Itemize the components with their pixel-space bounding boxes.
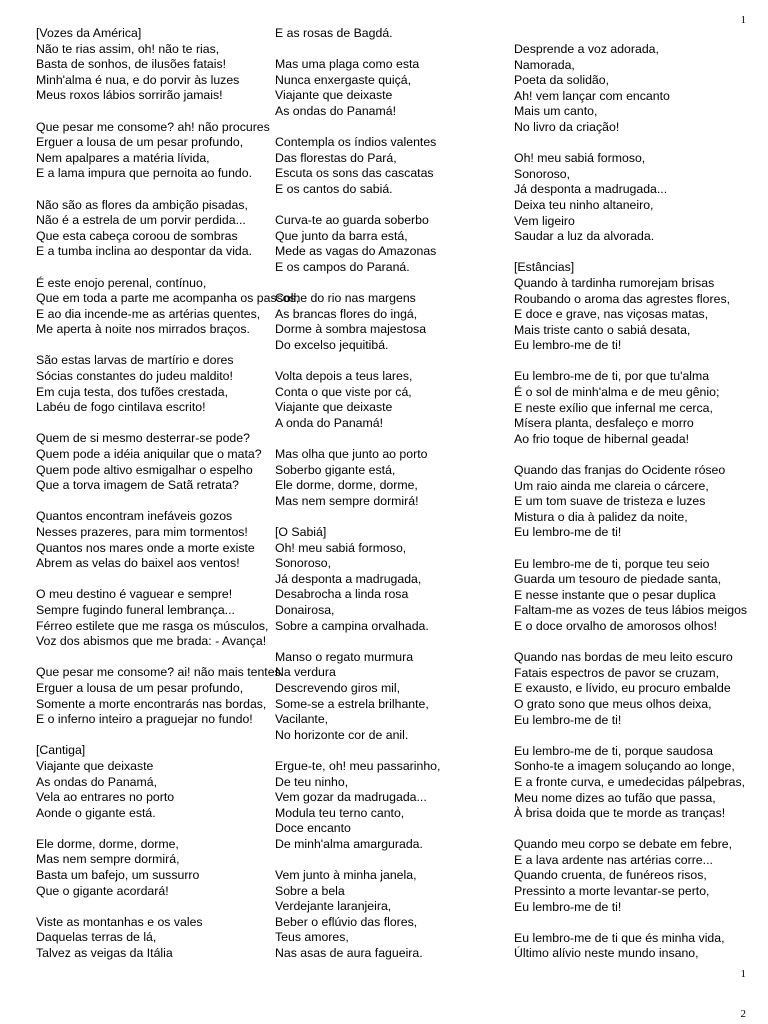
poem-line: Das florestas do Pará, bbox=[275, 150, 397, 165]
poem-line: De minh'alma amargurada. bbox=[275, 836, 423, 851]
poem-line: Meu nome dizes ao tufão que passa, bbox=[514, 790, 716, 805]
poem-line: Mísera planta, desfaleço e morro bbox=[514, 416, 694, 431]
poem-line: Mas uma plaga como esta bbox=[275, 57, 420, 72]
poem-line: Me aperta à noite nos mirrados braços. bbox=[36, 322, 250, 337]
poem-line: Descrevendo giros mil, bbox=[275, 680, 401, 695]
poem-line: Mais triste canto o sabiá desata, bbox=[514, 322, 691, 337]
poem-line: Ao frio toque de hibernal geada! bbox=[514, 431, 690, 446]
poem-line: Sonoroso, bbox=[514, 166, 571, 181]
poem-line bbox=[275, 509, 440, 525]
poem-line bbox=[514, 245, 747, 261]
poem-line: Donairosa, bbox=[275, 602, 335, 617]
poem-line: Ergue-te, oh! meu passarinho, bbox=[275, 758, 441, 773]
poem-line bbox=[275, 198, 440, 214]
poem-line: Some-se a estrela brilhante, bbox=[275, 696, 429, 711]
poem-line: Que em toda a parte me acompanha os passos, bbox=[36, 291, 300, 306]
poem-line: Vela ao entrares no porto bbox=[36, 790, 175, 805]
poem-line: Quando à tardinha rumorejam brisas bbox=[514, 275, 715, 290]
poem-line: Não te rias assim, oh! não te rias, bbox=[36, 41, 220, 56]
poem-line: Beber o eflúvio das flores, bbox=[275, 914, 418, 929]
page-number-top: 1 bbox=[740, 14, 746, 26]
poem-line: Mede as vagas do Amazonas bbox=[275, 244, 437, 259]
poem-line: Basta de sonhos, de ilusões fatais! bbox=[36, 57, 227, 72]
poem-column-2 bbox=[275, 26, 440, 962]
poem-line: Minh'alma é nua, e do porvir às luzes bbox=[36, 72, 240, 87]
poem-line bbox=[514, 822, 747, 838]
poem-line: O meu destino é vaguear e sempre! bbox=[36, 587, 233, 602]
poem-line: Sobre a bela bbox=[275, 883, 345, 898]
poem-line: As ondas do Panamá! bbox=[275, 103, 396, 118]
poem-line: [Cantiga] bbox=[36, 743, 86, 758]
poem-line: E a fronte curva, e umedecidas pálpebras, bbox=[514, 774, 746, 789]
poem-line: Oh! meu sabiá formoso, bbox=[275, 540, 407, 555]
poem-line: Sonho-te a imagem soluçando ao longe, bbox=[514, 759, 735, 774]
poem-line: Não é a estrela de um porvir perdida... bbox=[36, 213, 246, 228]
poem-line bbox=[514, 635, 747, 651]
poem-line: Conta o que viste por cá, bbox=[275, 384, 412, 399]
poem-line: Ele dorme, dorme, dorme, bbox=[36, 836, 179, 851]
poem-line: E as rosas de Bagdá. bbox=[275, 26, 393, 40]
poem-line bbox=[514, 447, 747, 463]
poem-line bbox=[514, 728, 747, 744]
poem-line: E a lava ardente nas artérias corre... bbox=[514, 852, 713, 867]
poem-line: Erguer a lousa de um pesar profundo, bbox=[36, 135, 244, 150]
poem-line bbox=[36, 650, 299, 666]
poem-line: Que pesar me consome? ai! não mais tentes bbox=[36, 665, 281, 680]
poem-line: Quando das franjas do Ocidente róseo bbox=[514, 463, 726, 478]
poem-line: Férreo estilete que me rasga os músculos, bbox=[36, 618, 269, 633]
poem-line: A onda do Panamá! bbox=[275, 415, 384, 430]
poem-line bbox=[36, 338, 299, 354]
poem-line: Quem de si mesmo desterrar-se pode? bbox=[36, 431, 250, 446]
poem-line: Que junto da barra está, bbox=[275, 228, 408, 243]
poem-line: Quando cruenta, de funéreos risos, bbox=[514, 868, 707, 883]
poem-line bbox=[514, 136, 747, 152]
poem-line: Aonde o gigante está. bbox=[36, 805, 156, 820]
poem-line: Escuta os sons das cascatas bbox=[275, 166, 434, 181]
poem-line: Mas nem sempre dormirá! bbox=[275, 493, 419, 508]
poem-line: E a tumba inclina ao despontar da vida. bbox=[36, 244, 253, 259]
poem-line: Sobre a campina orvalhada. bbox=[275, 618, 429, 633]
poem-line: Quando nas bordas de meu leito escuro bbox=[514, 650, 733, 665]
poem-column-1 bbox=[36, 26, 299, 962]
poem-line: Meus roxos lábios sorrirão jamais! bbox=[36, 88, 223, 103]
poem-line: Contempla os índios valentes bbox=[275, 135, 437, 150]
poem-line: Que pesar me consome? ah! não procures bbox=[36, 119, 270, 134]
poem-line bbox=[36, 182, 299, 198]
poem-line: Verdejante laranjeira, bbox=[275, 899, 392, 914]
poem-line: Nas asas de aura fagueira. bbox=[275, 946, 423, 961]
poem-line: Talvez as veigas da Itália bbox=[36, 946, 173, 961]
poem-line: Manso o regato murmura bbox=[275, 649, 414, 664]
poem-line: Modula teu terno canto, bbox=[275, 805, 405, 820]
poem-line: As brancas flores do ingá, bbox=[275, 306, 418, 321]
poem-line: [Vozes da América] bbox=[36, 26, 142, 40]
poem-line: Faltam-me as vozes de teus lábios meigos bbox=[514, 603, 748, 618]
poem-line: Nem apalpares a matéria lívida, bbox=[36, 150, 210, 165]
poem-line bbox=[275, 743, 440, 759]
poem-line: E ao dia incende-me as artérias quentes, bbox=[36, 306, 261, 321]
poem-line: E o inferno inteiro a praguejar no fundo! bbox=[36, 712, 253, 727]
poem-line: Desprende a voz adorada, bbox=[514, 42, 659, 56]
poem-line: Do excelso jequitibá. bbox=[275, 337, 389, 352]
poem-line: Eu lembro-me de ti que és minha vida, bbox=[514, 930, 725, 945]
poem-line bbox=[275, 634, 440, 650]
poem-line: Voz dos abismos que me brada: - Avança! bbox=[36, 634, 267, 649]
poem-line: Teus amores, bbox=[275, 930, 349, 945]
poem-line: É este enojo perenal, contínuo, bbox=[36, 275, 207, 290]
poem-line: Sócias constantes do judeu maldito! bbox=[36, 369, 233, 384]
poem-line: Vacilante, bbox=[275, 712, 329, 727]
poem-line: Abrem as velas do baixel aos ventos! bbox=[36, 556, 240, 571]
poem-line: Ele dorme, dorme, dorme, bbox=[275, 478, 418, 493]
poem-line: O grato sono que meus olhos deixa, bbox=[514, 696, 712, 711]
poem-line bbox=[36, 728, 299, 744]
poem-line: Namorada, bbox=[514, 57, 575, 72]
poem-line: Viajante que deixaste bbox=[275, 88, 393, 103]
poem-line: Não são as flores da ambição pisadas, bbox=[36, 197, 248, 212]
poem-line: Soberbo gigante está, bbox=[275, 462, 396, 477]
poem-line: Fatais espectros de pavor se cruzam, bbox=[514, 665, 720, 680]
poem-line: Eu lembro-me de ti! bbox=[514, 712, 622, 727]
poem-line: Erguer a lousa de um pesar profundo, bbox=[36, 680, 244, 695]
poem-line: Eu lembro-me de ti, porque teu seio bbox=[514, 556, 710, 571]
poem-line: Vem junto à minha janela, bbox=[275, 868, 417, 883]
poem-line bbox=[36, 104, 299, 120]
poem-line: No livro da criação! bbox=[514, 119, 620, 134]
poem-line: Mais um canto, bbox=[514, 104, 598, 119]
poem-line bbox=[36, 494, 299, 510]
poem-line: Labéu de fogo cintilava escrito! bbox=[36, 400, 206, 415]
poem-line: Eu lembro-me de ti, por que tu'alma bbox=[514, 369, 710, 384]
poem-line: Desabrocha a linda rosa bbox=[275, 587, 409, 602]
poem-line: Mas olha que junto ao porto bbox=[275, 447, 428, 462]
poem-line: Colhe do rio nas margens bbox=[275, 291, 416, 306]
page-number-bottom: 1 bbox=[740, 968, 746, 980]
poem-line bbox=[36, 899, 299, 915]
poem-line: As ondas do Panamá, bbox=[36, 774, 157, 789]
poem-line bbox=[36, 416, 299, 432]
poem-line: Viajante que deixaste bbox=[275, 400, 393, 415]
poem-line: Eu lembro-me de ti! bbox=[514, 338, 622, 353]
poem-line bbox=[275, 120, 440, 136]
poem-line bbox=[36, 260, 299, 276]
poem-line: Eu lembro-me de ti! bbox=[514, 899, 622, 914]
poem-line: Eu lembro-me de ti! bbox=[514, 525, 622, 540]
poem-line: Basta um bafejo, um sussurro bbox=[36, 868, 200, 883]
poem-line: No horizonte cor de anil. bbox=[275, 727, 409, 742]
poem-line: Vem gozar da madrugada... bbox=[275, 790, 427, 805]
poem-line bbox=[275, 431, 440, 447]
poem-line: É o sol de minh'alma e de meu gênio; bbox=[514, 385, 720, 400]
poem-line: Saudar a luz da alvorada. bbox=[514, 229, 655, 244]
poem-line: E os cantos do sabiá. bbox=[275, 181, 393, 196]
poem-line: [O Sabiá] bbox=[275, 525, 327, 539]
poem-line: Oh! meu sabiá formoso, bbox=[514, 151, 646, 166]
page-number-next: 2 bbox=[740, 1008, 746, 1020]
poem-line: Quem pode a idéia aniquilar que o mata? bbox=[36, 447, 262, 462]
poem-line: Quando meu corpo se debate em febre, bbox=[514, 837, 733, 852]
poem-line: Curva-te ao guarda soberbo bbox=[275, 213, 429, 228]
poem-line: E o doce orvalho de amorosos olhos! bbox=[514, 618, 718, 633]
poem-line: Nunca enxergaste quiçá, bbox=[275, 72, 412, 87]
poem-line: Vem ligeiro bbox=[514, 213, 575, 228]
poem-line: E doce e grave, nas viçosas matas, bbox=[514, 307, 709, 322]
poem-line: Que a torva imagem de Satã retrata? bbox=[36, 478, 240, 493]
poem-line: [Estâncias] bbox=[514, 260, 575, 275]
poem-line: Guarda um tesouro de piedade santa, bbox=[514, 572, 722, 587]
poem-line: Viajante que deixaste bbox=[36, 758, 154, 773]
poem-line: Daquelas terras de lá, bbox=[36, 930, 157, 945]
poem-line: Nesses prazeres, para mim tormentos! bbox=[36, 525, 248, 539]
poem-line: E os campos do Paraná. bbox=[275, 259, 410, 274]
poem-line: Quem pode altivo esmigalhar o espelho bbox=[36, 462, 253, 477]
poem-line: Pressinto a morte levantar-se perto, bbox=[514, 884, 710, 899]
poem-line: Que o gigante acordará! bbox=[36, 883, 169, 898]
poem-line: Mas nem sempre dormirá, bbox=[36, 852, 180, 867]
poem-line: Mistura o dia à palidez da noite, bbox=[514, 509, 688, 524]
poem-column-3 bbox=[514, 42, 747, 962]
poem-line bbox=[275, 42, 440, 58]
poem-line: Sonoroso, bbox=[275, 556, 332, 571]
poem-line: Último alívio neste mundo insano, bbox=[514, 946, 699, 961]
poem-line: Um raio ainda me clareia o cárcere, bbox=[514, 478, 709, 493]
poem-line: São estas larvas de martírio e dores bbox=[36, 353, 234, 368]
poem-line: Viste as montanhas e os vales bbox=[36, 914, 203, 929]
poem-line bbox=[514, 541, 747, 557]
poem-line: Somente a morte encontrarás nas bordas, bbox=[36, 696, 267, 711]
poem-line: Em cuja testa, dos tufões crestada, bbox=[36, 384, 229, 399]
poem-line: E nesse instante que o pesar duplica bbox=[514, 587, 716, 602]
poem-line: Sempre fugindo funeral lembrança... bbox=[36, 602, 235, 617]
poem-line: E um tom suave de tristeza e luzes bbox=[514, 494, 706, 509]
poem-line: E exausto, e lívido, eu procuro embalde bbox=[514, 681, 731, 696]
poem-line: Quantos nos mares onde a morte existe bbox=[36, 540, 255, 555]
poem-line: Já desponta a madrugada... bbox=[514, 182, 668, 197]
poem-line: À brisa doida que te morde as tranças! bbox=[514, 806, 726, 821]
poem-line: E a lama impura que pernoita ao fundo. bbox=[36, 166, 253, 181]
poem-line bbox=[514, 915, 747, 931]
poem-line: Poeta da solidão, bbox=[514, 73, 610, 88]
poem-line: Roubando o aroma das agrestes flores, bbox=[514, 291, 731, 306]
poem-line bbox=[36, 572, 299, 588]
poem-line bbox=[275, 276, 440, 292]
poem-line: Eu lembro-me de ti, porque saudosa bbox=[514, 743, 713, 758]
poem-line: Já desponta a madrugada, bbox=[275, 571, 422, 586]
poem-line: Deixa teu ninho altaneiro, bbox=[514, 197, 654, 212]
poem-line bbox=[275, 852, 440, 868]
poem-line: Que esta cabeça coroou de sombras bbox=[36, 228, 238, 243]
poem-line: Dorme à sombra majestosa bbox=[275, 322, 427, 337]
poem-line: Quantos encontram inefáveis gozos bbox=[36, 509, 233, 524]
poem-line: Volta depois a teus lares, bbox=[275, 369, 413, 384]
poem-line bbox=[275, 353, 440, 369]
poem-line: Ah! vem lançar com encanto bbox=[514, 88, 670, 103]
poem-line bbox=[514, 354, 747, 370]
poem-line bbox=[36, 821, 299, 837]
poem-line: Na verdura bbox=[275, 665, 336, 680]
poem-line: De teu ninho, bbox=[275, 774, 349, 789]
poem-line: Doce encanto bbox=[275, 821, 351, 836]
poem-line: E neste exílio que infernal me cerca, bbox=[514, 400, 713, 415]
